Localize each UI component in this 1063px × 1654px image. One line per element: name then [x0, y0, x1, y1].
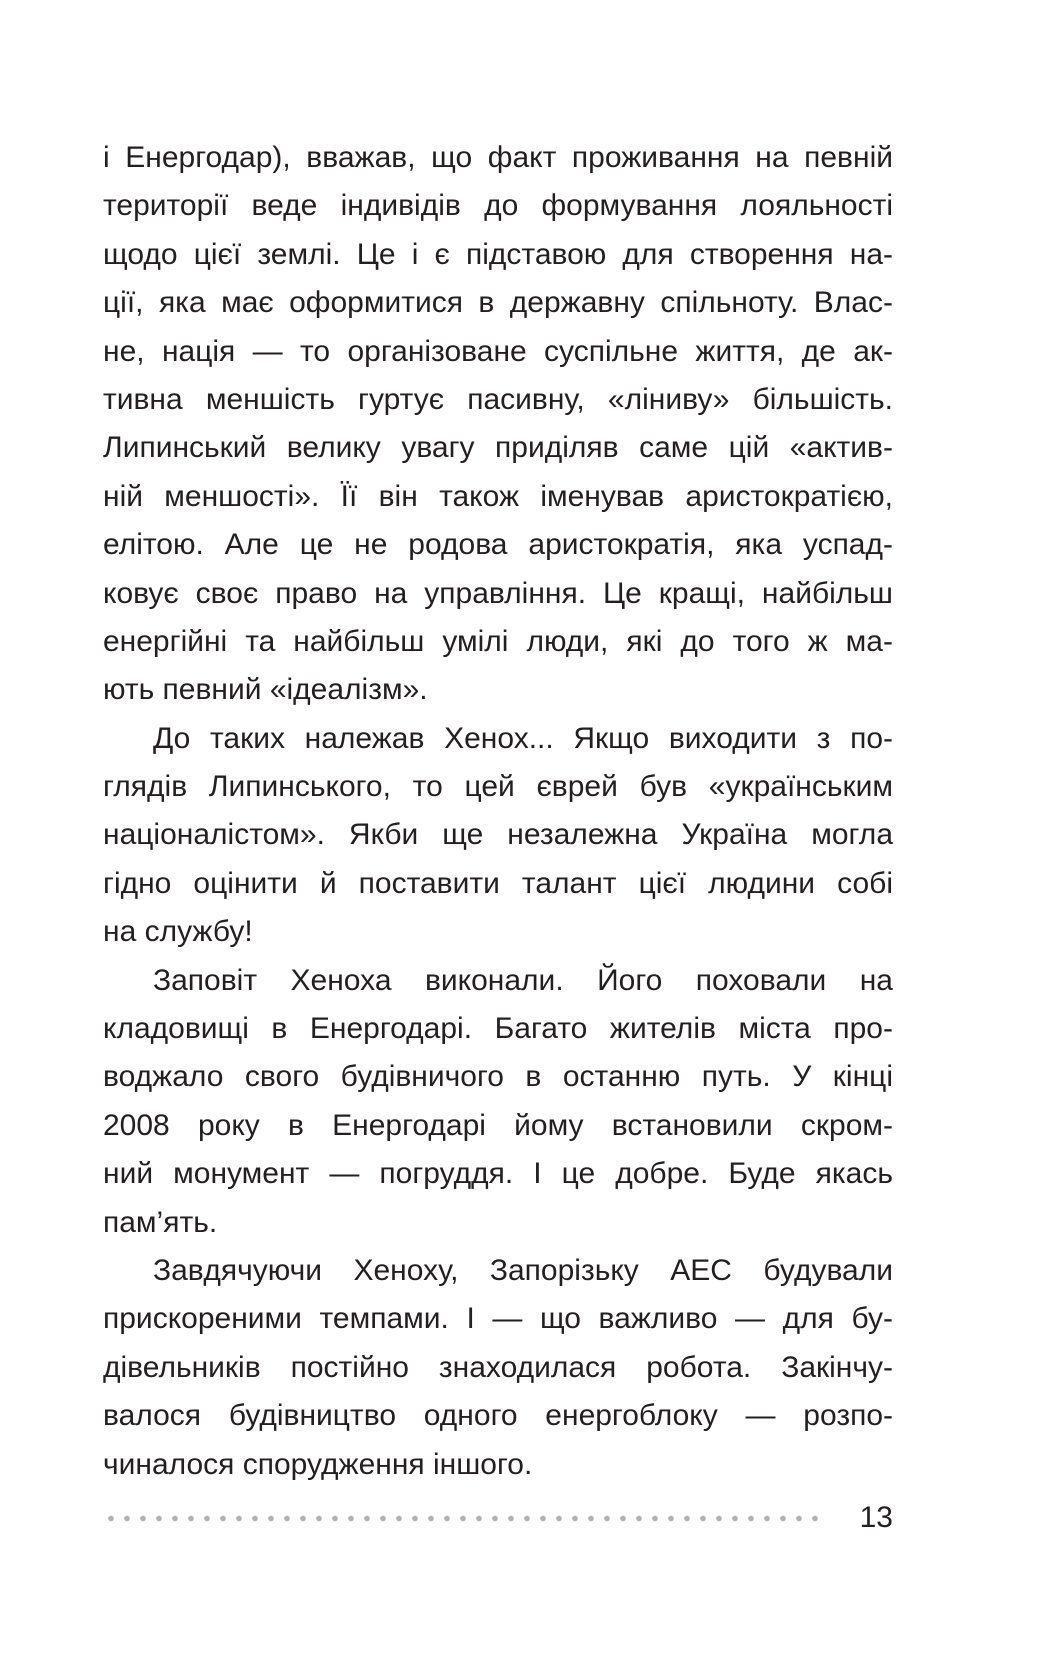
text-line: До таких належав Хенох... Якщо виходити з по-: [153, 721, 893, 755]
text-line: не, нація — то організоване суспільне життя, де ак-: [103, 334, 893, 368]
text-line: 2008 року в Енергодарі йому встановили скром-: [103, 1108, 893, 1142]
dotted-rule: [103, 1515, 823, 1522]
text-line: території веде індивідів до формування лояльності: [103, 189, 893, 223]
paragraph: [103, 957, 893, 1247]
text-line: і Енергодар), вважав, що факт проживання на певній: [103, 141, 893, 174]
text-line: ній меншості». Її він також іменував аристократією,: [103, 479, 893, 513]
text-line: ковує своє право на управління. Це кращі, найбільш: [103, 576, 893, 610]
text-line: ний монумент — погруддя. І це добре. Буде якась: [103, 1157, 893, 1191]
page-footer: [103, 1500, 893, 1536]
text-line: Заповіт Хеноха виконали. Його поховали на: [153, 963, 893, 997]
text-line: пам’ять.: [103, 1205, 218, 1239]
text-line: валося будівництво одного енергоблоку — розпо-: [103, 1399, 893, 1433]
text-line: щодо цієї землі. Це і є підставою для створення на-: [103, 237, 893, 271]
text-line: на службу!: [103, 915, 253, 949]
text-line: прискореними темпами. І — що важливо — для бу-: [103, 1302, 893, 1336]
text-line: енергійні та найбільш умілі люди, які до того ж ма-: [103, 624, 893, 658]
paragraph: [103, 1247, 893, 1489]
text-line: елітою. Але це не родова аристократія, яка успад-: [103, 528, 893, 562]
text-line: ції, яка має оформитися в державну спільноту. Влас-: [103, 286, 893, 320]
text-line: воджало свого будівничого в останню путь. У кінці: [103, 1060, 893, 1094]
text-line: ють певний «ідеалізм».: [103, 673, 428, 707]
text-line: Завдячуючи Хеноху, Запорізьку АЕС будували: [153, 1253, 893, 1287]
text-line: Липинський велику увагу приділяв саме цій «актив-: [103, 431, 893, 465]
paragraph: [103, 134, 893, 715]
body-text: [103, 134, 893, 1489]
text-line: гідно оцінити й поставити талант цієї людини собі: [103, 866, 893, 900]
text-line: націоналістом». Якби ще незалежна Україна могла: [103, 818, 893, 852]
text-line: чиналося спорудження іншого.: [103, 1447, 533, 1481]
text-line: дівельників постійно знаходилася робота. Закінчу-: [103, 1350, 893, 1384]
page-number: 13: [859, 1501, 893, 1534]
text-line: тивна меншість гуртує пасивну, «ліниву» більшість.: [103, 382, 893, 416]
text-line: глядів Липинського, то цей єврей був «українським: [103, 770, 893, 804]
text-line: кладовищі в Енергодарі. Багато жителів міста про-: [103, 1012, 893, 1046]
paragraph: [103, 715, 893, 957]
